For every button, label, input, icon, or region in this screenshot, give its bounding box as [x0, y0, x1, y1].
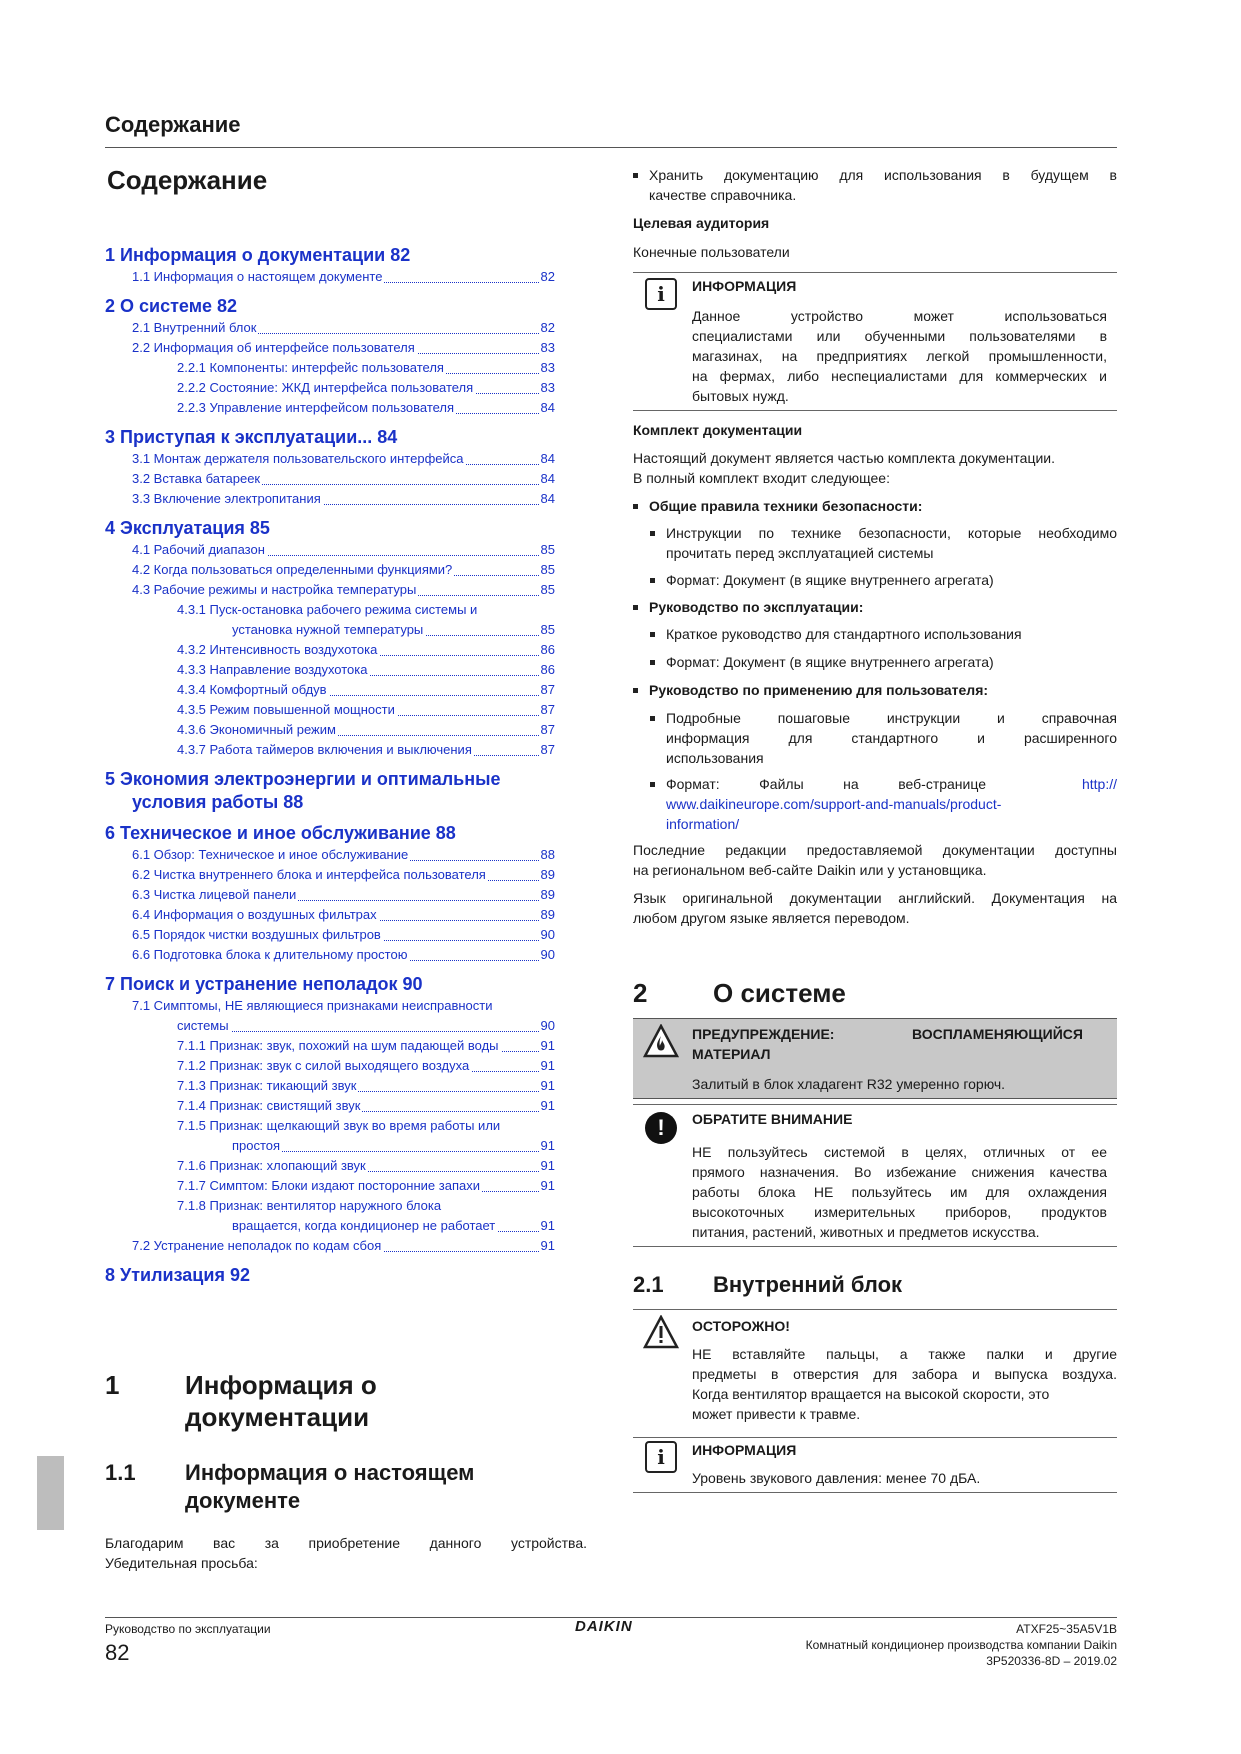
bullet-square-icon: [633, 688, 638, 693]
toc-entry-page: 83: [539, 338, 555, 358]
toc-entry-text: 6.4 Информация о воздушных фильтрах: [132, 907, 377, 922]
latest-editions-line2: на региональном веб-сайте Daikin или у установщика.: [633, 862, 987, 878]
toc-entry-link[interactable]: [232, 1136, 555, 1156]
toc-entry-page: 84: [539, 398, 555, 418]
warning-box-bottom-rule: [633, 1098, 1117, 1099]
info-box-1-top-rule: [633, 272, 1117, 273]
toc-entry-text: 4.3 Рабочие режимы и настройка температуры: [132, 582, 417, 597]
exclamation-icon: !: [645, 1112, 677, 1144]
info-box-2-title: ИНФОРМАЦИЯ: [692, 1442, 797, 1458]
bullet-square-icon: [650, 578, 655, 583]
toc-chapter-link[interactable]: 4 Эксплуатация 85: [105, 518, 270, 538]
toc-entry-text: 2.2.1 Компоненты: интерфейс пользователя: [177, 360, 444, 375]
toc-entry-link[interactable]: [132, 1236, 555, 1256]
footer-manual-label: Руководство по эксплуатации: [105, 1622, 271, 1636]
daikin-url-link-part3[interactable]: information/: [666, 816, 740, 832]
toc-entry-link[interactable]: [132, 449, 555, 469]
info-box-1-line-3: магазинах, на предприятиях легкой промышленности,: [692, 348, 1107, 364]
section-2-1-number: 2.1: [633, 1272, 664, 1297]
toc-entry-link[interactable]: [177, 1036, 555, 1056]
caution-title: ОСТОРОЖНО!: [692, 1318, 790, 1334]
toc-entry-link[interactable]: [132, 267, 555, 287]
toc-entry-page: 83: [539, 378, 555, 398]
info-box-2-bottom-rule: [633, 1492, 1117, 1493]
daikin-url-link-part1[interactable]: http://: [1081, 776, 1117, 792]
toc-entry-page: 86: [539, 660, 555, 680]
toc-entry-page: 85: [539, 560, 555, 580]
toc-entry-link[interactable]: [132, 318, 555, 338]
toc-entry-text: установка нужной температуры: [232, 622, 424, 637]
toc-entry-text: 4.3.3 Направление воздухотока: [177, 662, 368, 677]
toc-entry-text: 7.1.4 Признак: свистящий звук: [177, 1098, 361, 1113]
toc-chapter-link[interactable]: 7 Поиск и устранение неполадок 90: [105, 974, 423, 994]
notice-box-bottom-rule: [633, 1246, 1117, 1247]
warning-title-right: ВОСПЛАМЕНЯЮЩИЙСЯ: [912, 1026, 1083, 1042]
section-1-number: 1: [105, 1370, 120, 1400]
warning-text: Залитый в блок хладагент R32 умеренно горюч.: [692, 1076, 1006, 1092]
kit-text-line1: Настоящий документ является частью комплекта документации.: [633, 450, 1056, 466]
section-2-number: 2: [633, 978, 648, 1008]
toc-entry-link[interactable]: [177, 1156, 555, 1176]
toc-entry-link[interactable]: [132, 540, 555, 560]
toc-entry-text: 6.5 Порядок чистки воздушных фильтров: [132, 927, 381, 942]
toc-entry-page: 82: [539, 318, 555, 338]
toc-entry-link[interactable]: [177, 1076, 555, 1096]
toc-entry-link[interactable]: [132, 885, 555, 905]
toc-entry-text: 7.1 Симптомы, НЕ являющиеся признаками неисправности: [132, 998, 493, 1013]
toc-entry-text: 7.1.6 Признак: хлопающий звук: [177, 1158, 366, 1173]
notice-title: ОБРАТИТЕ ВНИМАНИЕ: [692, 1111, 853, 1127]
toc-entry-link[interactable]: [132, 338, 555, 358]
toc-entry-link[interactable]: [132, 560, 555, 580]
caution-line-3: Когда вентилятор вращается на высокой скорости, это: [692, 1386, 1050, 1402]
toc-entry-text: системы: [177, 1018, 229, 1033]
toc-entry-text: 6.3 Чистка лицевой панели: [132, 887, 297, 902]
info-box-1-bottom-rule: [633, 410, 1117, 411]
caution-line-2: предметы в отверстия для забора и выпуска воздуха.: [692, 1366, 1117, 1382]
toc-chapter-link[interactable]: 8 Утилизация 92: [105, 1265, 250, 1285]
toc-entry-text: 1.1 Информация о настоящем документе: [132, 269, 383, 284]
toc-entry-link[interactable]: [177, 1116, 555, 1136]
caution-line-1: НЕ вставляйте пальцы, а также палки и другие: [692, 1346, 1117, 1362]
section-1-1-title-line1: Информация о настоящем: [185, 1460, 475, 1485]
toc-entry-page: 85: [539, 540, 555, 560]
toc-entry-page: 85: [539, 580, 555, 600]
toc-entry-link[interactable]: [232, 1216, 555, 1236]
toc-entry-page: 87: [539, 680, 555, 700]
toc-entry-link[interactable]: [177, 640, 555, 660]
toc-entry-link[interactable]: [132, 925, 555, 945]
language-note-line1: Язык оригинальной документации английский. Документация на: [633, 890, 1117, 906]
toc-entry-page: 83: [539, 358, 555, 378]
toc-entry-link[interactable]: [132, 580, 555, 600]
toc-chapter-link[interactable]: 3 Приступая к эксплуатации... 84: [105, 427, 398, 447]
toc-entry-page: 91: [539, 1216, 555, 1236]
toc-entry-text: 4.3.1 Пуск-остановка рабочего режима системы и: [177, 602, 478, 617]
warning-box-top-rule: [633, 1018, 1117, 1019]
notice-line-5: питания, растений, животных и предметов искусства.: [692, 1224, 1040, 1240]
notice-box-top-rule: [633, 1104, 1117, 1105]
section-1-1-paragraph-line1: Благодарим вас за приобретение данного устройства.: [105, 1535, 587, 1551]
toc-entry-link[interactable]: [177, 660, 555, 680]
toc-entry-link[interactable]: [177, 600, 555, 620]
toc-entry-link[interactable]: [177, 1056, 555, 1076]
notice-line-4: высокоточных измерительных приборов, продуктов: [692, 1204, 1107, 1220]
toc-entry-text: 4.3.4 Комфортный обдув: [177, 682, 327, 697]
info-box-1-line-2: специалистами или обученными пользователями в: [692, 328, 1107, 344]
toc-entry-link[interactable]: [177, 378, 555, 398]
toc-entry-page: 88: [539, 845, 555, 865]
bullet-square-icon: [650, 632, 655, 637]
page-header-title: Содержание: [105, 112, 241, 137]
toc-entry-text: простоя: [232, 1138, 281, 1153]
toc-entry-page: 91: [539, 1176, 555, 1196]
toc-entry-page: 85: [539, 620, 555, 640]
kit-text-line2: В полный комплект входит следующее:: [633, 470, 890, 486]
section-1-title-line1: Информация о: [185, 1370, 377, 1400]
audience-value: Конечные пользователи: [633, 244, 790, 260]
bullet-square-icon: [633, 173, 638, 178]
toc-entry-page: 91: [539, 1076, 555, 1096]
toc-entry-text: 2.2 Информация об интерфейсе пользователя: [132, 340, 415, 355]
toc-entry-text: 4.3.2 Интенсивность воздухотока: [177, 642, 378, 657]
toc-entry-page: 86: [539, 640, 555, 660]
toc-entry-link[interactable]: [177, 720, 555, 740]
toc-entry-text: 7.2 Устранение неполадок по кодам сбоя: [132, 1238, 382, 1253]
bullet-square-icon: [633, 504, 638, 509]
toc-entry-page: 91: [539, 1056, 555, 1076]
toc-entry-page: 91: [539, 1236, 555, 1256]
toc-entry-text: 4.3.7 Работа таймеров включения и выключения: [177, 742, 472, 757]
toc-entry-text: 3.2 Вставка батареек: [132, 471, 261, 486]
toc-entry-text: 6.1 Обзор: Техническое и иное обслуживание: [132, 847, 409, 862]
toc-entry-page: 89: [539, 865, 555, 885]
bullet-square-icon: [650, 782, 655, 787]
toc-entry-text: 4.3.5 Режим повышенной мощности: [177, 702, 395, 717]
toc-chapter-link[interactable]: условия работы 88: [132, 792, 304, 812]
toc-entry-text: 2.2.3 Управление интерфейсом пользователя: [177, 400, 455, 415]
toc-entry-text: 7.1.2 Признак: звук с силой выходящего воздуха: [177, 1058, 470, 1073]
toc-entry-page: 89: [539, 885, 555, 905]
notice-line-2: прямого назначения. Во избежание снижения качества: [692, 1164, 1107, 1180]
toc-entry-text: 7.1.7 Симптом: Блоки издают посторонние запахи: [177, 1178, 480, 1193]
toc-entry-text: 4.1 Рабочий диапазон: [132, 542, 265, 557]
toc-entry-page: 90: [539, 1016, 555, 1036]
toc-chapter-link[interactable]: 2 О системе 82: [105, 296, 238, 316]
info-box-1-line-1: Данное устройство может использоваться: [692, 308, 1107, 324]
side-tab-marker: [37, 1456, 64, 1530]
toc-entry-text: 7.1.1 Признак: звук, похожий на шум падающей воды: [177, 1038, 499, 1053]
toc-entry-page: 91: [539, 1136, 555, 1156]
toc-chapter-link[interactable]: 5 Экономия электроэнергии и оптимальные: [105, 769, 501, 789]
daikin-logo: DAIKIN: [575, 1618, 633, 1635]
toc-entry-link[interactable]: [132, 865, 555, 885]
toc-entry-link[interactable]: [177, 700, 555, 720]
toc-entry-text: 2.2.2 Состояние: ЖКД интерфейса пользователя: [177, 380, 474, 395]
section-2-1-title: Внутренний блок: [713, 1272, 903, 1297]
section-1-1-paragraph-line2: Убедительная просьба:: [105, 1555, 258, 1571]
caution-triangle-icon: [643, 1315, 679, 1349]
toc-entry-page: 91: [539, 1036, 555, 1056]
toc-entry-page: 87: [539, 740, 555, 760]
footer-doc-code: 3P520336-8D – 2019.02: [986, 1654, 1117, 1668]
toc-entry-text: 4.3.6 Экономичный режим: [177, 722, 336, 737]
toc-entry-link[interactable]: [132, 996, 555, 1016]
bullet-square-icon: [633, 605, 638, 610]
toc-entry-page: 90: [539, 945, 555, 965]
kit-label: Комплект документации: [633, 422, 803, 438]
language-note-line2: любом другом языке является переводом.: [633, 910, 910, 926]
section-1-1-title-line2: документе: [185, 1488, 301, 1513]
daikin-url-link-part2[interactable]: www.daikineurope.com/support-and-manuals/product-: [666, 796, 1002, 812]
audience-label: Целевая аудитория: [633, 215, 770, 231]
warning-title-left: ПРЕДУПРЕЖДЕНИЕ:: [692, 1026, 835, 1042]
toc-entry-link[interactable]: [232, 620, 555, 640]
toc-entry-text: 4.2 Когда пользоваться определенными функциями?: [132, 562, 453, 577]
footer-model: ATXF25~35A5V1B: [1016, 1622, 1117, 1636]
info-icon: i: [645, 1441, 677, 1473]
latest-editions-line1: Последние редакции предоставляемой документации доступны: [633, 842, 1117, 858]
toc-entry-link[interactable]: [177, 680, 555, 700]
toc-entry-page: 84: [539, 449, 555, 469]
info-box-1-line-4: на фермах, либо неспециалистами для коммерческих и: [692, 368, 1107, 384]
notice-line-3: работы блока НЕ пользуйтесь им для охлаждения: [692, 1184, 1107, 1200]
toc-entry-link[interactable]: [177, 740, 555, 760]
toc-entry-link[interactable]: [177, 398, 555, 418]
toc-entry-page: 84: [539, 469, 555, 489]
toc-chapter-link[interactable]: 1 Информация о документации 82: [105, 245, 411, 265]
caution-line-4: может привести к травме.: [692, 1406, 861, 1422]
toc-entry-text: 7.1.3 Признак: тикающий звук: [177, 1078, 357, 1093]
toc-entry-link[interactable]: [132, 469, 555, 489]
toc-entry-page: 87: [539, 700, 555, 720]
toc-entry-link[interactable]: [132, 845, 555, 865]
toc-entry-text: 6.2 Чистка внутреннего блока и интерфейса пользователя: [132, 867, 486, 882]
toc-entry-link[interactable]: [177, 1196, 555, 1216]
toc-entry-link[interactable]: [177, 1176, 555, 1196]
footer-page-number: 82: [105, 1640, 130, 1665]
warning-title-line2: МАТЕРИАЛ: [692, 1046, 771, 1062]
toc-entry-link[interactable]: [132, 489, 555, 509]
toc-entry-page: 84: [539, 489, 555, 509]
section-2-title: О системе: [713, 978, 846, 1008]
info-box-1-line-5: бытовых нужд.: [692, 388, 789, 404]
toc-entry-page: 87: [539, 720, 555, 740]
toc-entry-text: 7.1.5 Признак: щелкающий звук во время работы или: [177, 1118, 501, 1133]
toc-entry-text: вращается, когда кондиционер не работает: [232, 1218, 496, 1233]
toc-entry-link[interactable]: [132, 905, 555, 925]
toc-chapter-link[interactable]: 6 Техническое и иное обслуживание 88: [105, 823, 456, 843]
toc-entry-page: 90: [539, 925, 555, 945]
notice-line-1: НЕ пользуйтесь системой в целях, отличных от ее: [692, 1144, 1107, 1160]
toc-entry-page: 82: [539, 267, 555, 287]
toc-entry-text: 3.3 Включение электропитания: [132, 491, 321, 506]
info-box-2-text: Уровень звукового давления: менее 70 дБА.: [692, 1470, 981, 1486]
toc-heading: Содержание: [107, 165, 268, 195]
toc-entry-text: 2.1 Внутренний блок: [132, 320, 257, 335]
info-box-2-top-rule: [633, 1437, 1117, 1438]
toc-entry-link[interactable]: [177, 1016, 555, 1036]
table-of-contents: [105, 0, 555, 1340]
toc-entry-text: 7.1.8 Признак: вентилятор наружного блока: [177, 1198, 442, 1213]
flammable-warning-icon: [643, 1024, 679, 1058]
bullet-square-icon: [650, 716, 655, 721]
bullet-square-icon: [650, 531, 655, 536]
info-box-1-title: ИНФОРМАЦИЯ: [692, 278, 797, 294]
bullet-square-icon: [650, 660, 655, 665]
toc-entry-text: 3.1 Монтаж держателя пользовательского интерфейса: [132, 451, 464, 466]
toc-entry-page: 91: [539, 1156, 555, 1176]
toc-entry-page: 91: [539, 1096, 555, 1116]
toc-entry-text: 6.6 Подготовка блока к длительному простою: [132, 947, 408, 962]
section-1-1-number: 1.1: [105, 1460, 136, 1485]
toc-leader-dots: [177, 1030, 555, 1032]
info-icon: i: [645, 278, 677, 310]
footer-product-desc: Комнатный кондиционер производства компании Daikin: [805, 1638, 1117, 1652]
toc-entry-page: 89: [539, 905, 555, 925]
toc-entry-link[interactable]: [132, 945, 555, 965]
caution-box-top-rule: [633, 1309, 1117, 1310]
section-1-title-line2: документации: [185, 1402, 370, 1432]
toc-entry-link[interactable]: [177, 1096, 555, 1116]
toc-entry-link[interactable]: [177, 358, 555, 378]
